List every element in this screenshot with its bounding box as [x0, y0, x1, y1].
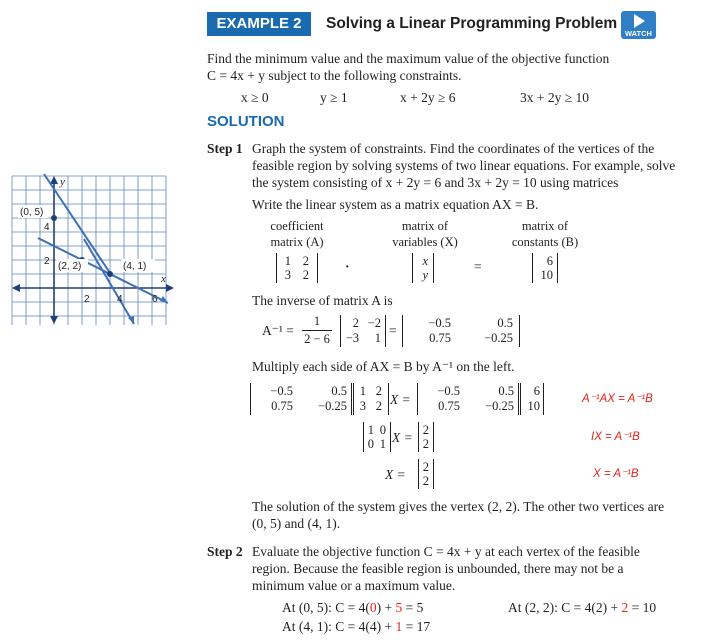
var-header: matrix of — [401, 219, 449, 233]
multiply-line: Multiply each side of AX = B by A⁻¹ on the left. — [252, 359, 515, 374]
x-axis-arrow-right — [166, 284, 174, 292]
matrix-b: 6 10 — [532, 253, 558, 283]
conclusion-line: (0, 5) and (4, 1). — [252, 516, 341, 531]
inverse-matrix: −0.5 0.5 0.75 −0.25 — [250, 383, 352, 415]
vertex-point — [107, 271, 113, 277]
matrix-a: 1 2 3 2 — [353, 383, 389, 415]
y-axis-arrow-up — [50, 176, 58, 184]
tick-x: 6 — [152, 294, 158, 305]
const-header: matrix of — [521, 219, 569, 233]
equals-sign: = — [389, 323, 397, 338]
step2-line: minimum value or a maximum value. — [252, 578, 456, 593]
tick-x: 2 — [84, 294, 90, 305]
inverse-lhs: A⁻¹ = — [262, 323, 294, 338]
vertex-label: (0, 5) — [20, 207, 44, 218]
coef-header: matrix (A) — [270, 235, 324, 249]
vertex-label: (2, 2) — [58, 261, 82, 272]
step2-label: Step 2 — [207, 544, 243, 559]
annotation-note: IX = A⁻¹B — [591, 431, 640, 443]
solution-heading: SOLUTION — [207, 113, 285, 130]
write-line: Write the linear system as a matrix equation AX = B. — [252, 197, 539, 212]
result-matrix: 2 2 — [418, 422, 434, 452]
feasible-region-graph — [0, 170, 180, 330]
conclusion-line: The solution of the system gives the vertex (2, 2). The other two vertices are — [252, 499, 665, 514]
intro-line-1: Find the minimum value and the maximum value of the objective function — [207, 51, 610, 66]
inverse-matrix: −0.5 0.5 0.75 −0.25 — [402, 315, 520, 347]
step1-label: Step 1 — [207, 141, 243, 156]
step2-line: Evaluate the objective function C = 4x + y at each vertex of the feasible — [252, 544, 640, 559]
equals-sign: = — [474, 259, 482, 274]
step1-line: feasible region by solving systems of two linear equations. For example, solve — [252, 158, 676, 173]
constraint: 3x + 2y ≥ 10 — [520, 90, 590, 105]
inverse-matrix: −0.5 0.5 0.75 −0.25 — [417, 383, 519, 415]
constraint: x + 2y ≥ 6 — [400, 90, 456, 105]
adjugate-matrix: 2 −2 −3 1 — [340, 315, 386, 347]
matrix-b: 6 10 — [520, 383, 544, 415]
fraction-denominator: 2 − 6 — [304, 332, 330, 346]
vertex-point — [51, 215, 57, 221]
fraction-numerator: 1 — [313, 314, 321, 328]
matrix-x: x y — [412, 253, 434, 283]
vertex-label: (4, 1) — [123, 261, 147, 272]
identity-matrix: 1 0 0 1 — [363, 422, 391, 452]
evaluation: At (0, 5): C = 4(0) + 5 = 5 — [282, 600, 424, 615]
intro-line-2: C = 4x + y subject to the following constraints. — [207, 68, 462, 83]
coef-header: coefficient — [270, 219, 324, 233]
x-lhs: X = — [385, 467, 406, 482]
result-matrix: 2 2 — [418, 459, 434, 489]
matrix-a: 1 2 3 2 — [276, 253, 318, 283]
tick-y: 4 — [44, 222, 50, 233]
constraint: x ≥ 0 — [241, 90, 269, 105]
x-axis-label: x — [161, 273, 166, 285]
step2-line: region. Because the feasible region is unbounded, there may not be a — [252, 561, 624, 576]
x-equals: X = — [392, 430, 413, 445]
y-axis-label: y — [60, 176, 65, 188]
example-badge: EXAMPLE 2 — [207, 12, 311, 36]
example-title: Solving a Linear Programming Problem — [326, 15, 618, 32]
x-axis-arrow-left — [12, 284, 20, 292]
dot-operator: · — [345, 259, 350, 274]
tick-x: 4 — [117, 294, 123, 305]
step1-line: Graph the system of constraints. Find the coordinates of the vertices of the — [252, 141, 655, 156]
step1-line: the system consisting of x + 2y = 6 and 3x + 2y = 10 using matrices — [252, 175, 619, 190]
tick-y: 2 — [44, 256, 50, 267]
annotation-note: X = A⁻¹B — [593, 468, 639, 480]
const-header: constants (B) — [511, 235, 579, 249]
var-header: variables (X) — [392, 235, 458, 249]
play-icon — [634, 14, 645, 28]
watch-label: WATCH — [625, 29, 652, 38]
annotation-note: A⁻¹AX = A⁻¹B — [582, 393, 653, 405]
inverse-line: The inverse of matrix A is — [252, 293, 393, 308]
constraint: y ≥ 1 — [320, 90, 348, 105]
watch-button[interactable] — [621, 11, 656, 39]
evaluation: At (4, 1): C = 4(4) + 1 = 17 — [282, 619, 431, 634]
y-axis-arrow-down — [50, 316, 58, 324]
x-equals: X = — [390, 392, 411, 407]
evaluation: At (2, 2): C = 4(2) + 2 = 10 — [508, 600, 657, 615]
